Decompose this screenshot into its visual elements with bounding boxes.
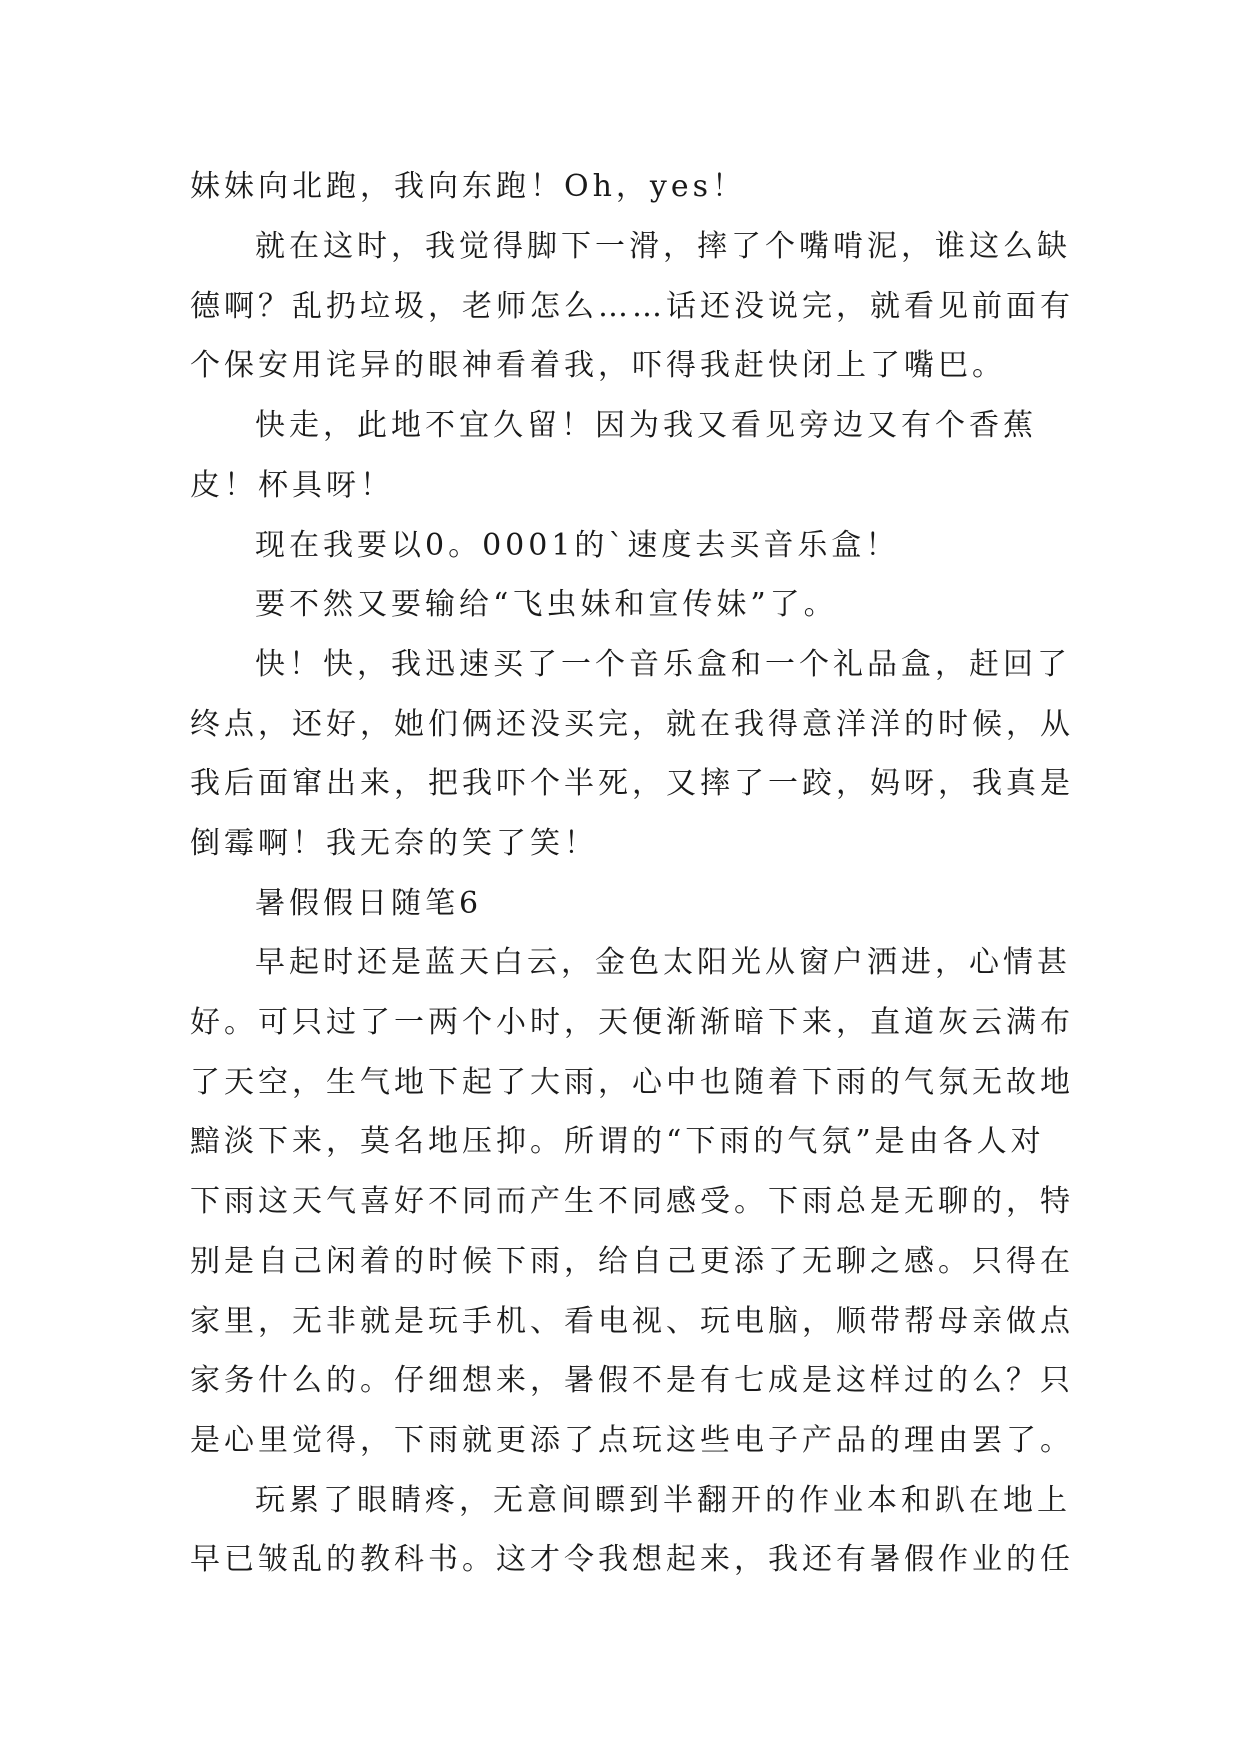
text-line: 我后面窜出来，把我吓个半死，又摔了一跤，妈呀，我真是 (190, 766, 1074, 801)
text-line: 快走，此地不宜久留！因为我又看见旁边又有个香蕉 (255, 408, 1037, 443)
text-line: 黯淡下来，莫名地压抑。所谓的“下雨的气氛”是由各人对 (190, 1124, 1045, 1159)
text-line: 好。可只过了一两个小时，天便渐渐暗下来，直道灰云满布 (190, 1005, 1074, 1040)
text-line: 玩累了眼睛疼，无意间瞟到半翻开的作业本和趴在地上 (255, 1483, 1071, 1518)
text-line: 终点，还好，她们俩还没买完，就在我得意洋洋的时候，从 (190, 707, 1074, 742)
text-line: 别是自己闲着的时候下雨，给自己更添了无聊之感。只得在 (190, 1244, 1074, 1279)
text-line: 早已皱乱的教科书。这才令我想起来，我还有暑假作业的任 (190, 1542, 1074, 1577)
text-line: 现在我要以0。0001的`速度去买音乐盒！ (255, 528, 900, 563)
text-line: 是心里觉得，下雨就更添了点玩这些电子产品的理由罢了。 (190, 1423, 1074, 1458)
text-line: 家务什么的。仔细想来，暑假不是有七成是这样过的么？只 (190, 1363, 1074, 1398)
text-line: 倒霉啊！我无奈的笑了笑！ (190, 826, 598, 861)
section-heading: 暑假假日随笔6 (255, 886, 483, 921)
text-line: 个保安用诧异的眼神看着我，吓得我赶快闭上了嘴巴。 (190, 348, 1006, 383)
text-line: 了天空，生气地下起了大雨，心中也随着下雨的气氛无故地 (190, 1065, 1074, 1100)
text-line: 快！快，我迅速买了一个音乐盒和一个礼品盒，赶回了 (255, 647, 1071, 682)
text-line: 要不然又要输给“飞虫妹和宣传妹”了。 (255, 587, 838, 622)
text-line: 早起时还是蓝天白云，金色太阳光从窗户洒进，心情甚 (255, 945, 1071, 980)
text-line: 就在这时，我觉得脚下一滑，摔了个嘴啃泥，谁这么缺 (255, 229, 1071, 264)
text-line: 皮！杯具呀！ (190, 468, 394, 503)
text-line: 家里，无非就是玩手机、看电视、玩电脑，顺带帮母亲做点 (190, 1304, 1074, 1339)
text-line: 妹妹向北跑，我向东跑！Oh，yes！ (190, 169, 747, 204)
text-line: 下雨这天气喜好不同而产生不同感受。下雨总是无聊的，特 (190, 1184, 1074, 1219)
text-line: 德啊？乱扔垃圾，老师怎么……话还没说完，就看见前面有 (190, 289, 1074, 324)
